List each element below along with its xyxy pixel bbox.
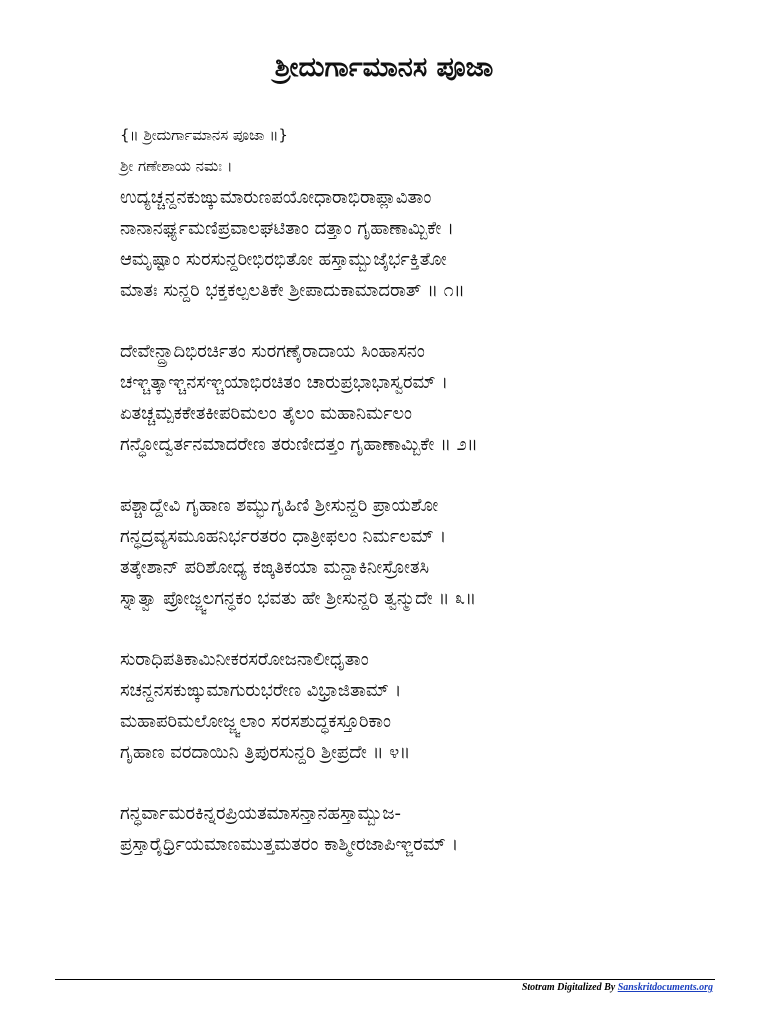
verse-line: ಗನ್ಧರ್ವಾಮರಕಿನ್ನರಪ್ರಿಯತಮಾಸನ್ತಾನಹಸ್ತಾಮ್ಬುಜ-: [120, 803, 401, 824]
footer-credit: [522, 982, 713, 993]
verse-4: [120, 644, 720, 768]
verse-line: ಸ್ನಾತ್ವಾ ಪ್ರೋಜ್ಜ್ವಲಗನ್ಧಕಂ ಭವತು ಹೇ ಶ್ರೀಸುನ್ದರಿ ತ್ವನ್ಮುದೇ ॥ ೩॥: [120, 588, 477, 609]
header-line: {॥ ಶ್ರೀದುರ್ಗಾಮಾನಸ ಪೂಜಾ ॥}: [120, 126, 288, 144]
verse-line: ಗನ್ಧದ್ರವ್ಯಸಮೂಹನಿರ್ಭರತರಂ ಧಾತ್ರೀಫಲಂ ನಿರ್ಮಲಮ್ ।: [120, 526, 447, 547]
verse-1: [120, 182, 720, 306]
verse-line: ನಾನಾನರ್ಘ್ಯಮಣಿಪ್ರವಾಲಘಟಿತಾಂ ದತ್ತಾಂ ಗೃಹಾಣಾಮ್ಬಿಕೇ ।: [120, 218, 454, 239]
verse-line: ಸಚನ್ದನಸಕುಙ್ಕುಮಾಗುರುಭರೇಣ ವಿಭ್ರಾಜಿತಾಮ್ ।: [120, 680, 402, 701]
stanza-gap: [120, 306, 720, 336]
footer-divider: [55, 979, 715, 980]
stanza-gap: [120, 768, 720, 798]
stotram-body: [120, 120, 720, 860]
verse-line: ಏತಚ್ಚಮ್ಪಕಕೇತಕೀಪರಿಮಲಂ ತೈಲಂ ಮಹಾನಿರ್ಮಲಂ: [120, 403, 413, 424]
verse-line: ಮಾತಃ ಸುನ್ದರಿ ಭಕ್ತಕಲ್ಪಲತಿಕೇ ಶ್ರೀಪಾದುಕಾಮಾದರಾತ್ ॥ ೧॥: [120, 280, 465, 301]
verse-line: ಗೃಹಾಣ ವರದಾಯಿನಿ ತ್ರಿಪುರಸುನ್ದರಿ ಶ್ರೀಪ್ರದೇ ॥ ೪॥: [120, 742, 411, 763]
verse-5: [120, 798, 720, 860]
stanza-gap: [120, 460, 720, 490]
footer-prefix: Stotram Digitalized By: [521, 982, 618, 993]
verse-2: [120, 336, 720, 460]
verse-line: ಆಮೃಷ್ಟಾಂ ಸುರಸುನ್ದರೀಭಿರಭಿತೋ ಹಸ್ತಾಮ್ಬುಜೈರ್ಭಕ್ತಿತೋ: [120, 249, 447, 270]
verse-line: ಪಶ್ಚಾದ್ದೇವಿ ಗೃಹಾಣ ಶಮ್ಭುಗೃಹಿಣಿ ಶ್ರೀಸುನ್ದರಿ ಪ್ರಾಯಶೋ: [120, 495, 439, 516]
verse-line: ಗನ್ಧೋದ್ವರ್ತನಮಾದರೇಣ ತರುಣೀದತ್ತಂ ಗೃಹಾಣಾಮ್ಬಿಕೇ ॥ ೨॥: [120, 434, 478, 455]
verse-line: ಉದ್ಯಚ್ಚನ್ದನಕುಙ್ಕುಮಾರುಣಪಯೋಧಾರಾಭಿರಾಪ್ಲಾವಿತಾಂ: [120, 187, 432, 208]
invocation-line: ಶ್ರೀ ಗಣೇಶಾಯ ನಮಃ ।: [120, 157, 233, 175]
verse-line: ಮಹಾಪರಿಮಲೋಜ್ಜ್ವಲಾಂ ಸರಸಶುದ್ಧಕಸ್ತೂರಿಕಾಂ: [120, 711, 391, 732]
page-title: ಶ್ರೀದುರ್ಗಾಮಾನಸ ಪೂಜಾ: [274, 52, 494, 83]
verse-line: ಪ್ರಸ್ತಾರೈರ್ಧ್ರಿಯಮಾಣಮುತ್ತಮತರಂ ಕಾಶ್ಮೀರಜಾಪಿಞ್ಜರಮ್ ।: [120, 834, 459, 855]
verse-line: ಸುರಾಧಿಪತಿಕಾಮಿನೀಕರಸರೋಜನಾಲೀಧೃತಾಂ: [120, 649, 369, 670]
verse-3: [120, 490, 720, 614]
verse-line: ತತ್ಕೇಶಾನ್ ಪರಿಶೋಧ್ಯ ಕಙ್ಕತಿಕಯಾ ಮನ್ದಾಕಿನೀಸ್ರೋತಸಿ: [120, 557, 430, 578]
verse-line: ಚಞ್ಚತ್ಕಾಞ್ಚನಸಞ್ಚಯಾಭಿರಚಿತಂ ಚಾರುಪ್ರಭಾಭಾಸ್ವರಮ್ ।: [120, 372, 448, 393]
verse-line: ದೇವೇನ್ದ್ರಾದಿಭಿರರ್ಚಿತಂ ಸುರಗಣೈರಾದಾಯ ಸಿಂಹಾಸನಂ: [120, 341, 425, 362]
footer-link[interactable]: Sanskritdocuments.org: [617, 982, 713, 993]
stanza-gap: [120, 614, 720, 644]
